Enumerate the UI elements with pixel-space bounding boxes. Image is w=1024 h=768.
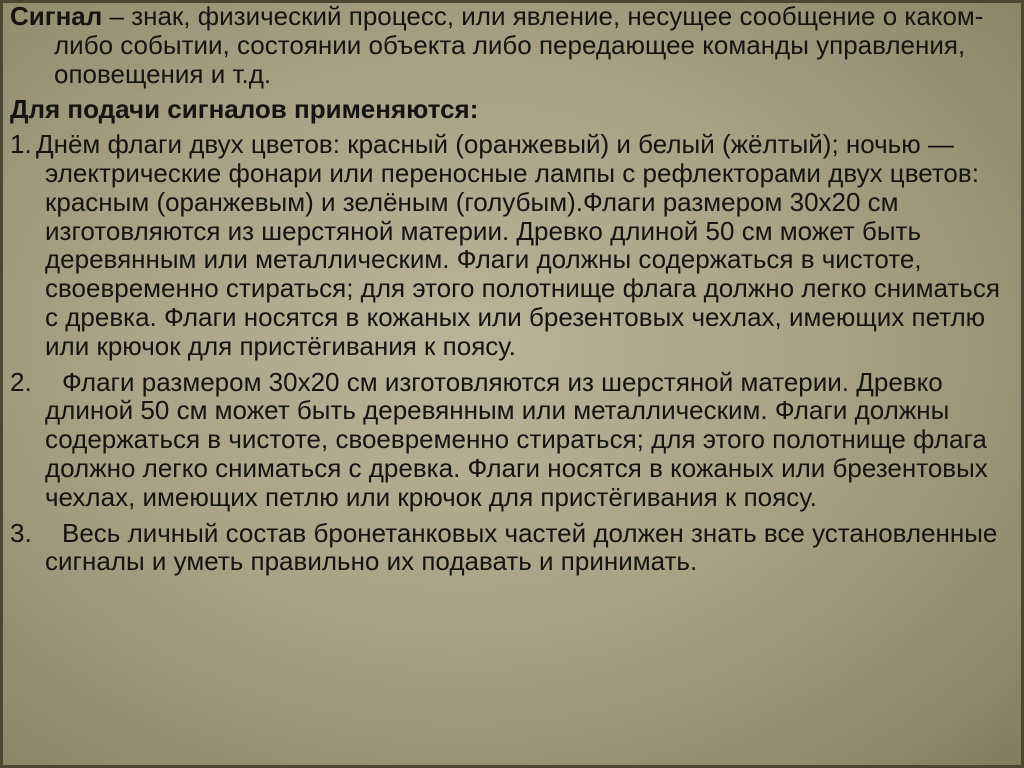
- list-item-2: [10, 368, 1014, 512]
- list-item-text: Флаги размером 30х20 см изготовляются из шерстяной материи. Древко длиной 50 см может быть деревянным или металлическим. Флаги должны содержаться в чистоте, своевременно стираться; для этого полотнище флага должно легко сниматься с древка. Флаги носятся в кожаных или брезентовых чехлах, имеющих петлю или крючок для пристёгивания к поясу.: [45, 366, 988, 512]
- definition-paragraph: [10, 2, 1014, 88]
- list-item-3: [10, 519, 1014, 577]
- section-heading: Для подачи сигналов применяются:: [10, 94, 479, 125]
- list-item-number: 3.: [10, 517, 32, 548]
- list-item-text: Днём флаги двух цветов: красный (оранжевый) и белый (жёлтый); ночью — электрические фонари или переносные лампы с рефлекторами двух цветов: красным (оранжевым) и зелёным (голубым).Флаги размером 30х20 см изготовляются из шерстяной материи. Древко длиной 50 см может быть деревянным или металлическим. Флаги должны содержаться в чистоте, своевременно стираться; для этого полотнище флага должно легко сниматься с древка. Флаги носятся в кожаных или брезентовых чехлах, имеющих петлю или крючок для пристёгивания к поясу.: [36, 129, 1000, 361]
- definition-term: Сигнал: [10, 1, 103, 31]
- slide-content: [10, 2, 1014, 583]
- list-item-number: 2.: [10, 366, 32, 397]
- list-item-text: Весь личный состав бронетанковых частей должен знать все установленные сигналы и уметь правильно их подавать и принимать.: [45, 517, 998, 577]
- list-item-1: [10, 130, 1014, 360]
- list-item-number: 1.: [10, 129, 32, 160]
- definition-text: – знак, физический процесс, или явление, несущее сообщение о каком-либо событии, состоянии объекта либо передающее команды управления, оповещения и т.д.: [54, 1, 984, 89]
